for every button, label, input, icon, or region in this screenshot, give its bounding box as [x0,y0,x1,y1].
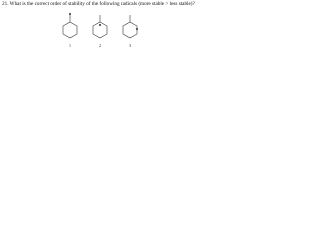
structure-1-label: 1 [69,43,71,48]
structure-2-ring [93,15,107,38]
question-text: 21. What is the correct order of stability of the following radicals (more stable > less stable)? [2,1,195,7]
radical-structures [0,0,200,66]
structure-2-label: 2 [99,43,101,48]
structure-3-label: 3 [129,43,131,48]
question-page [0,0,200,66]
structure-1-ring [63,13,77,38]
structure-3-ring [123,15,138,38]
